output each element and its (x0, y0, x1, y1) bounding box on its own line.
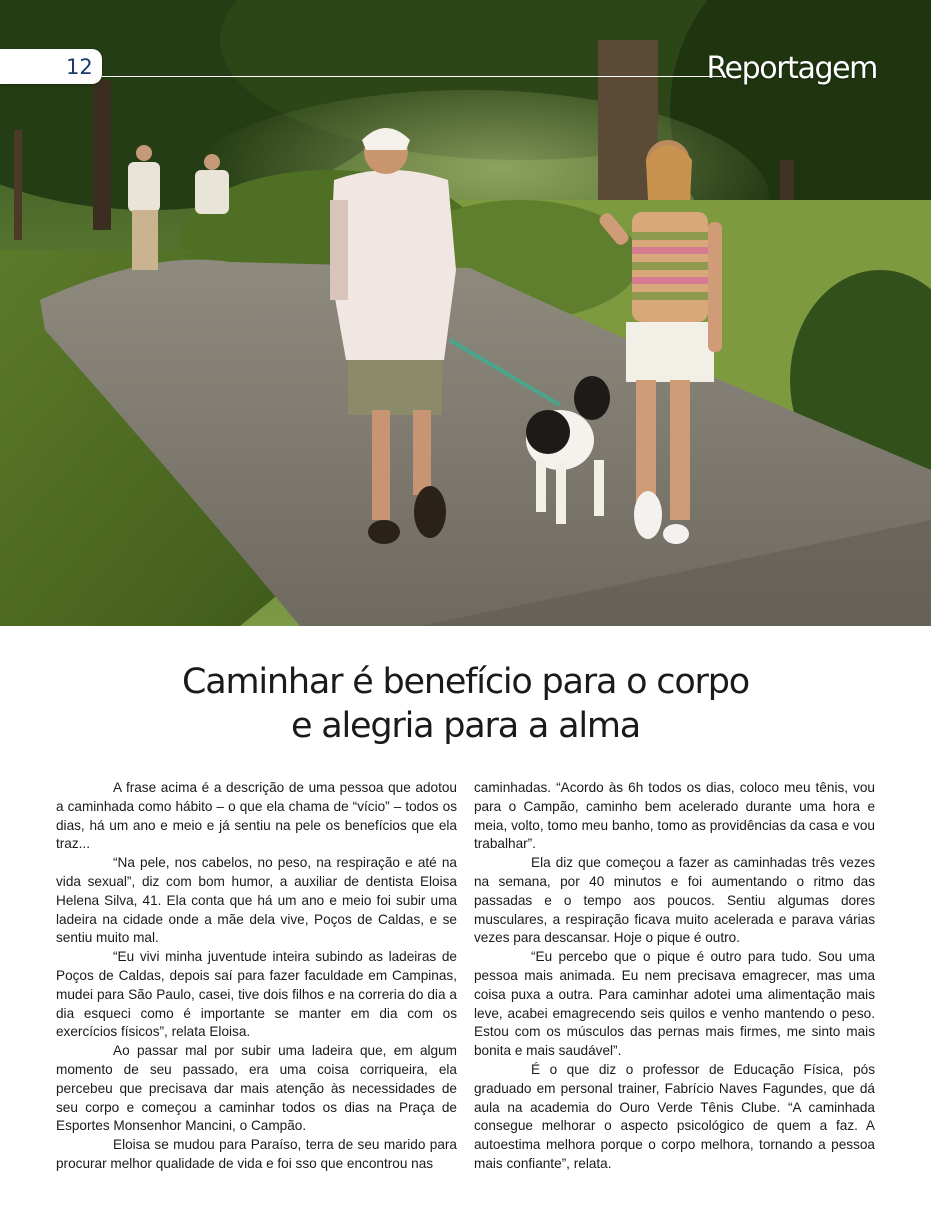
paragraph: “Na pele, nos cabelos, no peso, na respiração e até na vida sexual”, diz com bom humor, a auxiliar de dentista Eloisa Helena Silva, 41. Ela conta que há um ano e meio foi subir uma ladeira na cidade onde a mãe dela vive, Poços de Caldas, e se sentiu muito mal. (56, 855, 457, 946)
section-title: Reportagem (706, 51, 877, 86)
paragraph: A frase acima é a descrição de uma pessoa que adotou a caminhada como hábito – o que ela chama de “vício” – todos os dias, há um ano e meio e já sentiu na pele os benefícios que ela traz... (56, 780, 457, 852)
paragraph: Eloisa se mudou para Paraíso, terra de seu marido para procurar melhor qualidade de vida e foi sso que encontrou nas (56, 1137, 457, 1171)
paragraph: caminhadas. “Acordo às 6h todos os dias, coloco meu tênis, vou para o Campão, caminho bem acelerado durante uma hora e meia, volto, tomo meu banho, tomo as providências da casa e vou trabalhar”. (474, 780, 875, 852)
paragraph: É o que diz o professor de Educação Física, pós graduado em personal trainer, Fabrício Naves Fagundes, que dá aula na academia do Ouro Verde Tênis Clube. “A caminhada consegue melhorar o aspecto psicológico de quem a faz. A autoestima melhora porque o corpo melhora, tornando a pessoa mais confiante”, relata. (474, 1061, 875, 1171)
headline-line-2: e alegria para a alma (291, 706, 640, 746)
article-headline (0, 660, 931, 748)
paragraph: “Eu percebo que o pique é outro para tudo. Sou uma pessoa mais animada. Eu nem precisava emagrecer, mas uma coisa puxa a outra. Para caminhar adotei uma alimentação mais leve, acabei emagrecendo seis quilos e venho mantendo o peso. Estou com os músculos das pernas mais firmes, me sinto mais bonita e mais saudável”. (474, 949, 875, 1059)
paragraph: “Eu vivi minha juventude inteira subindo as ladeiras de Poços de Caldas, depois saí para fazer faculdade em Campinas, mudei para São Paulo, casei, tive dois filhos e na correria do dia a dia esqueci como é importante se manter em dia com os exercícios físicos”, relata Eloisa. (56, 949, 457, 1040)
article-column-left (56, 779, 457, 1174)
page-number: 12 (66, 55, 93, 79)
paragraph: Ela diz que começou a fazer as caminhadas três vezes na semana, por 40 minutos e foi aumentando o ritmo das passadas e o tempo aos poucos. Sentiu algumas dores musculares, a respiração ficava muito acelerada e parava várias vezes para descansar. Hoje o pique é outro. (474, 855, 875, 946)
headline-line-1: Caminhar é benefício para o corpo (182, 662, 749, 702)
header-divider (102, 76, 722, 77)
article-column-right (474, 779, 875, 1174)
paragraph: Ao passar mal por subir uma ladeira que, em algum momento de seu passado, era uma coisa corriqueira, ela percebeu que precisava dar mais atenção às necessidades de seu corpo e começou a caminhar todos os dias na Praça de Esportes Monsenhor Mancini, o Campão. (56, 1043, 457, 1134)
